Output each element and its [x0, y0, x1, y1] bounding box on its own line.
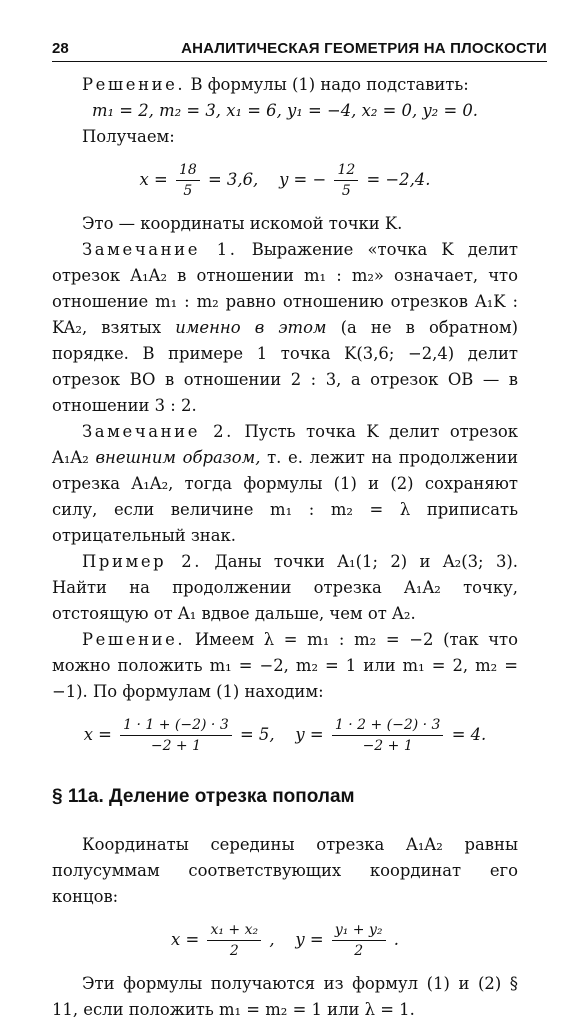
formula3-y-left: y = [295, 930, 324, 949]
formula2-x-right: = 5, [239, 725, 275, 744]
solution1-lead: Решение. [82, 75, 186, 94]
remark1-text-a: Выражение «точка K делит отрезок A₁A₂ в отношении m₁ : m₂» означает, что отношение m₁ : m₂ равно отношению отрезков A₁K : KA₂, взятых [52, 240, 518, 337]
formula1-x-denominator: 5 [183, 183, 193, 199]
solution2-text: Имеем λ = m₁ : m₂ = −2 (так что можно положить m₁ = −2, m₂ = 1 или m₁ = 2, m₂ = −1). По формулам (1) находим: [52, 630, 518, 701]
formula3-x-left: x = [171, 930, 200, 949]
formula2-y-fraction [332, 715, 444, 756]
section-heading: § 11а. Деление отрезка пополам [52, 786, 355, 807]
solution1-conclusion: Это — координаты искомой точки K. [82, 214, 403, 233]
solution1-paragraph [52, 72, 518, 98]
formula3-x-fraction [207, 920, 261, 961]
formula3-x-right: , [269, 930, 275, 949]
formula1-x-right: = 3,6, [207, 170, 259, 189]
remark1-italic: именно в этом [175, 318, 327, 337]
remark2-text-a: Пусть точка K делит отрезок A₁A₂ [52, 422, 518, 467]
running-header [52, 40, 547, 62]
running-title: АНАЛИТИЧЕСКАЯ ГЕОМЕТРИЯ НА ПЛОСКОСТИ [181, 40, 547, 57]
formula3-x-denominator: 2 [229, 943, 239, 959]
formula1-x-left: x = [139, 170, 168, 189]
formula2-y-numerator: 1 · 2 + (−2) · 3 [332, 715, 444, 736]
remark2-lead: Замечание 2. [82, 422, 234, 441]
formula-result2 [52, 715, 518, 756]
remark1-paragraph [52, 237, 518, 419]
formula3-y-right: . [393, 930, 399, 949]
formula-midpoint [52, 920, 518, 961]
example2-paragraph [52, 549, 518, 627]
page-body [52, 72, 518, 1023]
section-closing: Эти формулы получаются из формул (1) и (2) § 11, если положить m₁ = m₂ = 1 или λ = 1. [52, 974, 518, 1019]
example2-lead: Пример 2. [82, 552, 203, 571]
formula2-x-left: x = [83, 725, 112, 744]
remark1-lead: Замечание 1. [82, 240, 238, 259]
section-intro: Координаты середины отрезка A₁A₂ равны полусуммам соответствующих координат его концов: [52, 835, 518, 906]
solution2-paragraph [52, 627, 518, 705]
formula2-y-denominator: −2 + 1 [362, 738, 413, 754]
formula3-x-numerator: x₁ + x₂ [207, 920, 261, 941]
remark2-italic: внешним образом, [95, 448, 261, 467]
formula2-y-right: = 4. [451, 725, 487, 744]
page-number: 28 [52, 40, 69, 57]
solution1-obtain: Получаем: [82, 127, 175, 146]
formula1-y-denominator: 5 [341, 183, 351, 199]
formula2-x-numerator: 1 · 1 + (−2) · 3 [120, 715, 232, 736]
formula1-x-numerator: 18 [176, 160, 200, 181]
formula1-y-right: = −2,4. [366, 170, 431, 189]
solution1-values: m₁ = 2, m₂ = 3, x₁ = 6, y₁ = −4, x₂ = 0, y₂ = 0. [91, 101, 479, 120]
remark2-paragraph [52, 419, 518, 549]
solution2-lead: Решение. [82, 630, 186, 649]
formula1-y-fraction [334, 160, 358, 201]
remark2-text-b: т. е. лежит на продолжении отрезка A₁A₂, тогда формулы (1) и (2) сохраняют силу, если величине m₁ : m₂ = λ приписать отрицательный знак. [52, 448, 519, 545]
formula-result1 [52, 160, 518, 201]
remark1-text-b: (а не в обратном) порядке. В примере 1 точка K(3,6; −2,4) делит отрезок BO в отношении 2 : 3, а отрезок OB — в отношении 3 : 2. [52, 318, 518, 415]
formula1-y-numerator: 12 [334, 160, 358, 181]
formula2-y-left: y = [295, 725, 324, 744]
solution1-text: В формулы (1) надо подставить: [190, 75, 469, 94]
formula2-x-fraction [120, 715, 232, 756]
formula3-y-numerator: y₁ + y₂ [332, 920, 386, 941]
formula1-x-fraction [176, 160, 200, 201]
formula1-y-left: y = − [279, 170, 327, 189]
formula3-y-fraction [332, 920, 386, 961]
example2-text: Даны точки A₁(1; 2) и A₂(3; 3). Найти на продолжении отрезка A₁A₂ точку, отстоящую от A₁ вдвое дальше, чем от A₂. [52, 552, 518, 623]
formula3-y-denominator: 2 [354, 943, 364, 959]
formula2-x-denominator: −2 + 1 [150, 738, 202, 754]
